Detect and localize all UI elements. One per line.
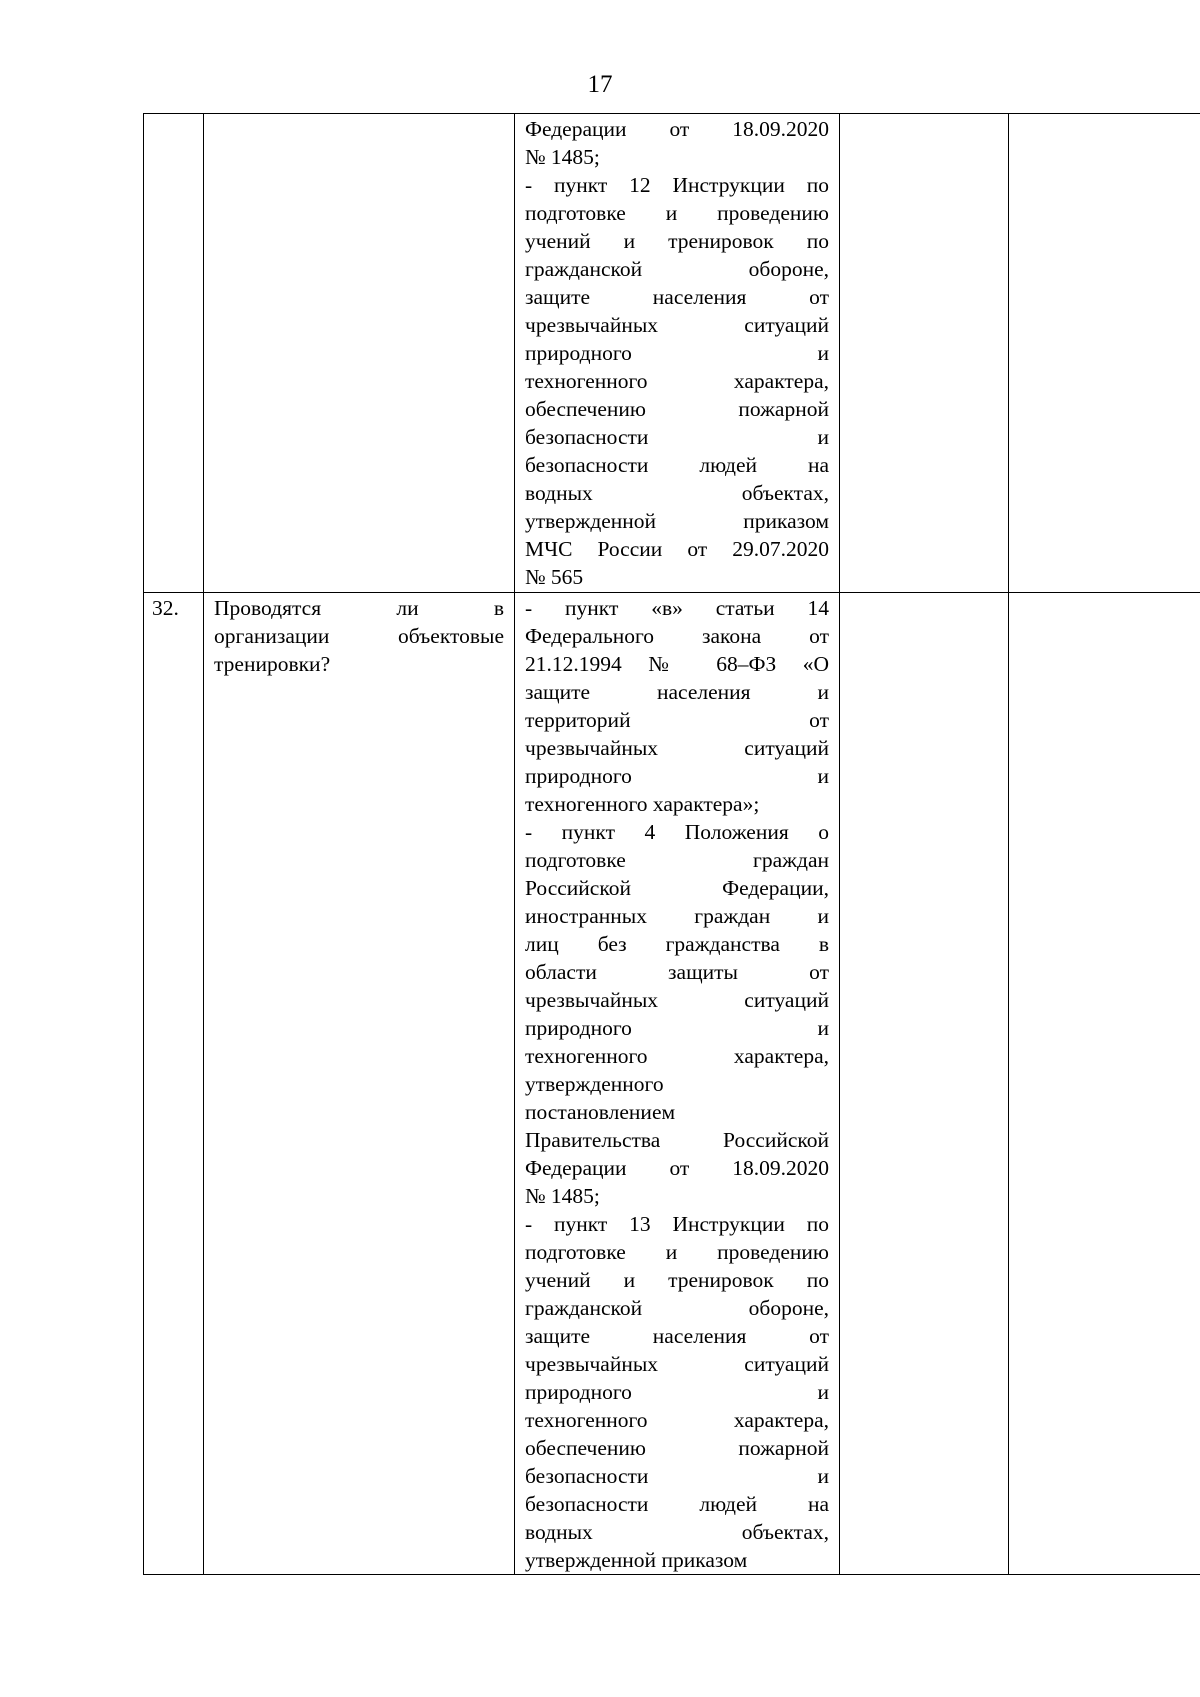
reference-line: гражданской обороне, — [525, 257, 829, 281]
reference-line: учений и тренировок по — [525, 1268, 829, 1292]
reference-line: постановлением — [525, 1100, 676, 1124]
question-cell — [204, 114, 515, 593]
reference-line: природного и — [525, 764, 829, 788]
question-line: тренировки? — [214, 652, 331, 676]
reference-line: учений и тренировок по — [525, 229, 829, 253]
reference-line: утвержденной приказом — [525, 1548, 748, 1572]
reference-line: 21.12.1994 № 68–ФЗ «О — [525, 652, 829, 676]
reference-line: обеспечению пожарной — [525, 1436, 829, 1460]
reference-line: безопасности и — [525, 1464, 829, 1488]
reference-line: подготовке и проведению — [525, 1240, 829, 1264]
reference-line: чрезвычайных ситуаций — [525, 313, 829, 337]
question-line: Проводятся ли в — [214, 596, 504, 620]
reference-line: № 1485; — [525, 1184, 600, 1208]
reference-line: природного и — [525, 341, 829, 365]
table-row — [144, 114, 1200, 593]
reference-line: техногенного характера, — [525, 1044, 829, 1068]
reference-line: - пункт 13 Инструкции по — [525, 1212, 829, 1236]
reference-line: - пункт 12 Инструкции по — [525, 173, 829, 197]
reference-line: утвержденного — [525, 1072, 664, 1096]
reference-line: защите населения и — [525, 680, 829, 704]
reference-line: природного и — [525, 1016, 829, 1040]
row-number-cell — [144, 114, 204, 593]
note-cell — [1009, 593, 1200, 1575]
row-number-cell: 32. — [144, 593, 204, 1575]
note-cell — [1009, 114, 1200, 593]
reference-line: № 565 — [525, 565, 584, 589]
reference-line: водных объектах, — [525, 1520, 829, 1544]
reference-line: водных объектах, — [525, 481, 829, 505]
reference-line: - пункт «в» статьи 14 — [525, 596, 829, 620]
reference-line: безопасности и — [525, 425, 829, 449]
reference-line: обеспечению пожарной — [525, 397, 829, 421]
reference-line: Федерального закона от — [525, 624, 829, 648]
reference-line: безопасности людей на — [525, 453, 829, 477]
reference-line: утвержденной приказом — [525, 509, 829, 533]
reference-line: защите населения от — [525, 285, 829, 309]
reference-line: Российской Федерации, — [525, 876, 829, 900]
reference-line: чрезвычайных ситуаций — [525, 988, 829, 1012]
reference-line: области защиты от — [525, 960, 829, 984]
answer-cell — [840, 114, 1009, 593]
reference-line: гражданской обороне, — [525, 1296, 829, 1320]
reference-line: МЧС России от 29.07.2020 — [525, 537, 829, 561]
reference-line: Правительства Российской — [525, 1128, 829, 1152]
reference-line: техногенного характера»; — [525, 792, 760, 816]
reference-line: природного и — [525, 1380, 829, 1404]
answer-cell — [840, 593, 1009, 1575]
page-number: 17 — [587, 71, 613, 98]
reference-line: безопасности людей на — [525, 1492, 829, 1516]
reference-line: чрезвычайных ситуаций — [525, 736, 829, 760]
reference-line: - пункт 4 Положения о — [525, 820, 829, 844]
legal-reference-cell — [515, 593, 840, 1575]
reference-line: техногенного характера, — [525, 369, 829, 393]
reference-line: чрезвычайных ситуаций — [525, 1352, 829, 1376]
reference-line: подготовке и проведению — [525, 201, 829, 225]
reference-line: подготовке граждан — [525, 848, 829, 872]
legal-reference-cell — [515, 114, 840, 593]
reference-line: территорий от — [525, 708, 829, 732]
reference-line: иностранных граждан и — [525, 904, 829, 928]
table-row — [144, 593, 1200, 1575]
question-line: организации объектовые — [214, 624, 504, 648]
reference-line: Федерации от 18.09.2020 — [525, 1156, 829, 1180]
checklist-table — [143, 113, 1200, 1575]
reference-line: № 1485; — [525, 145, 600, 169]
reference-line: Федерации от 18.09.2020 — [525, 117, 829, 141]
question-cell — [204, 593, 515, 1575]
reference-line: техногенного характера, — [525, 1408, 829, 1432]
reference-line: защите населения от — [525, 1324, 829, 1348]
reference-line: лиц без гражданства в — [525, 932, 829, 956]
